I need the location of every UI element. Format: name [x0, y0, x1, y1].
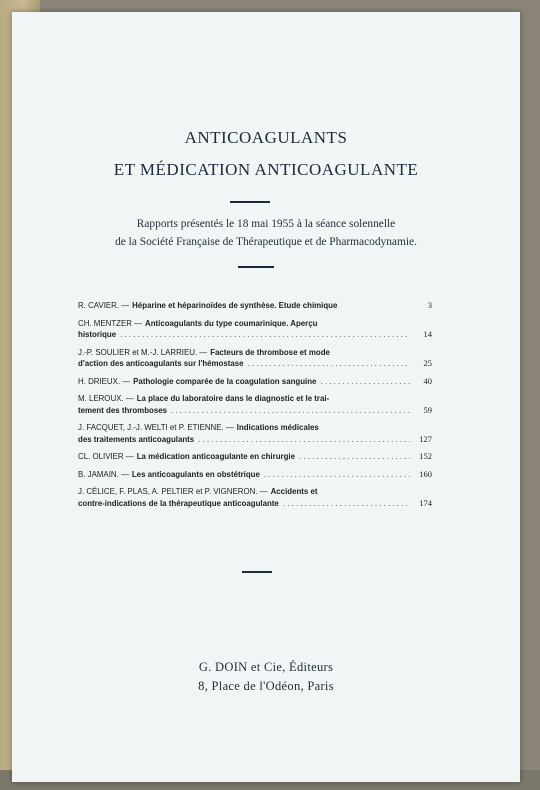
- toc-page-number: 152: [419, 451, 432, 461]
- publisher-address: 8, Place de l'Odéon, Paris: [198, 679, 334, 693]
- toc-title: La place du laboratoire dans le diagnostic et le trai-: [136, 394, 330, 403]
- toc-entry: [78, 347, 432, 370]
- leader-dots: [320, 376, 410, 388]
- leader-dots: [120, 329, 410, 341]
- toc-authors: R. CAVIER. —: [78, 301, 130, 310]
- toc-page-number: 40: [423, 375, 432, 386]
- toc-title: La médication anticoagulante en chirurgie: [136, 452, 295, 461]
- toc-title-cont: historique: [78, 330, 117, 339]
- subtitle-divider: [238, 266, 274, 268]
- toc-entry: [78, 451, 432, 463]
- toc-authors: H. DRIEUX. —: [78, 376, 131, 386]
- leader-dots: [264, 469, 410, 481]
- toc-entry: [78, 422, 432, 445]
- toc-title: Héparine et héparinoïdes de synthèse. Etude chimique: [132, 301, 338, 310]
- leader-dots: [248, 358, 410, 370]
- toc-authors: CH. MENTZER —: [78, 318, 142, 328]
- leader-dots: [299, 451, 410, 463]
- toc-authors: M. LEROUX. —: [78, 394, 134, 403]
- toc-entry: [78, 393, 432, 416]
- toc-page-number: 160: [419, 468, 432, 479]
- toc-title: Les anticoagulants en obstétrique: [131, 469, 260, 479]
- toc-page-number: 3: [427, 300, 432, 310]
- toc-entry: [78, 469, 432, 481]
- subtitle-line-2: de la Société Française de Thérapeutique et de Pharmacodynamie.: [115, 236, 417, 248]
- table-of-contents: [78, 300, 432, 515]
- toc-entry: [78, 318, 432, 341]
- toc-title-cont: contre-indications de la thérapeutique anticoagulante: [78, 498, 279, 508]
- toc-page-number: 127: [419, 433, 432, 444]
- title-line-1: ANTICOAGULANTS: [184, 128, 348, 147]
- toc-title-cont: d'action des anticoagulants sur l'hémostase: [78, 359, 244, 368]
- toc-authors: J. FACQUET, J.-J. WELTI et P. ETIENNE. —: [78, 423, 234, 432]
- toc-title: Anticoagulants du type coumarinique. Aperçu: [145, 318, 318, 328]
- toc-entry: [78, 300, 432, 312]
- toc-page-number: 25: [423, 358, 432, 368]
- leader-dots: [283, 498, 410, 510]
- toc-entry: [78, 376, 432, 388]
- subtitle-line-1: Rapports présentés le 18 mai 1955 à la séance solennelle: [136, 218, 396, 230]
- toc-authors: J.-P. SOULIER et M.-J. LARRIEU. —: [78, 347, 208, 357]
- toc-authors: CL. OLIVIER —: [78, 452, 134, 461]
- toc-title: Accidents et: [270, 487, 318, 496]
- toc-title: Pathologie comparée de la coagulation sanguine: [133, 376, 317, 386]
- toc-authors: J. CÉLICE, F. PLAS, A. PELTIER et P. VIGNERON. —: [78, 487, 268, 496]
- toc-page-number: 59: [423, 404, 432, 415]
- title-divider: [230, 201, 270, 203]
- toc-authors: B. JAMAIN. —: [78, 469, 129, 479]
- toc-title: Facteurs de thrombose et mode: [210, 347, 330, 357]
- leader-dots: [171, 405, 410, 417]
- toc-title-cont: tement des thromboses: [78, 405, 168, 415]
- toc-page-number: 174: [419, 497, 432, 508]
- title-page: [12, 12, 520, 782]
- toc-title: Indications médicales: [236, 423, 319, 432]
- toc-entry: [78, 486, 432, 509]
- bottom-divider: [242, 571, 272, 573]
- toc-title-cont: des traitements anticoagulants: [78, 434, 195, 444]
- title-line-2: ET MÉDICATION ANTICOAGULANTE: [113, 160, 419, 179]
- toc-page-number: 14: [423, 329, 432, 339]
- publisher-name: G. DOIN et Cie, Éditeurs: [198, 660, 334, 674]
- leader-dots: [198, 434, 410, 446]
